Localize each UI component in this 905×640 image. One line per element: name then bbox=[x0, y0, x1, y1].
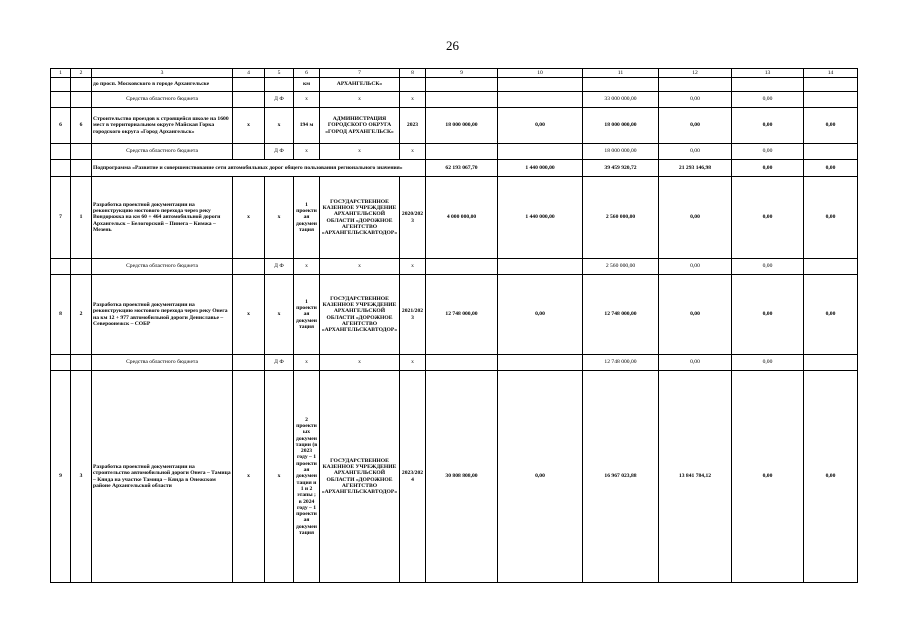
cell-period: 2020/2023 bbox=[400, 177, 426, 259]
cell-c6: х bbox=[294, 144, 320, 160]
cell-title: Разработка проектной документации на реконструкцию мостового перехода через реку Онега на км 12 + 977 автомобильной дороги Дениславье – Североонежск – СОБР bbox=[92, 275, 233, 355]
cell-title: Разработка проектной документации на реконструкцию мостового перехода через реку Вондорожка на км 60 + 464 автомобильной дороги Архангельск – Белогорский – Пинега – Кимжа – Мезень bbox=[92, 177, 233, 259]
cell-c10: 0,00 bbox=[498, 371, 583, 583]
cell-c14: 0,00 bbox=[804, 160, 858, 177]
column-number: 14 bbox=[804, 69, 858, 78]
table-row-subprogram bbox=[51, 160, 858, 177]
cell-c9 bbox=[426, 355, 498, 371]
cell-c4: х bbox=[233, 275, 265, 355]
cell-c13 bbox=[732, 78, 804, 92]
cell-c10 bbox=[498, 259, 583, 275]
cell-executor: х bbox=[320, 259, 400, 275]
cell-c9 bbox=[426, 144, 498, 160]
cell-c9: 30 808 808,00 bbox=[426, 371, 498, 583]
cell-c4 bbox=[233, 92, 265, 108]
cell-c6: 1 проектная документация bbox=[294, 177, 320, 259]
table-row-budget bbox=[51, 355, 858, 371]
cell-title: Средства областного бюджета bbox=[92, 259, 233, 275]
cell-c6: 2 проектных документации (в 2023 году – 1 проектная документация и 1 и 2 этапы ; в 2024 году – 1 проектная документация bbox=[294, 371, 320, 583]
cell-c11: 2 560 000,00 bbox=[583, 177, 659, 259]
cell-c14 bbox=[804, 92, 858, 108]
cell-c14 bbox=[804, 144, 858, 160]
cell-period: 2023 bbox=[400, 108, 426, 144]
cell-c10: 1 440 000,00 bbox=[498, 177, 583, 259]
cell-period: х bbox=[400, 259, 426, 275]
cell-title: Средства областного бюджета bbox=[92, 92, 233, 108]
column-number-row bbox=[51, 69, 858, 78]
cell-num: 6 bbox=[51, 108, 71, 144]
cell-c11: 33 000 000,00 bbox=[583, 92, 659, 108]
cell-c13: 0,00 bbox=[732, 371, 804, 583]
cell-executor: ГОСУДАРСТВЕННОЕ КАЗЕННОЕ УЧРЕЖДЕНИЕ АРХАНГЕЛЬСКОЙ ОБЛАСТИ «ДОРОЖНОЕ АГЕНТСТВО «АРХАНГЕЛЬСКАВТОДОР» bbox=[320, 275, 400, 355]
cell-c12: 0,00 bbox=[659, 259, 732, 275]
cell-subprogram-title: Подпрограмма «Развитие и совершенствование сети автомобильных дорог общего пользования регионального значения» bbox=[92, 160, 426, 177]
column-number: 9 bbox=[426, 69, 498, 78]
column-number: 2 bbox=[71, 69, 92, 78]
cell-num: 9 bbox=[51, 371, 71, 583]
cell-c6: 194 м bbox=[294, 108, 320, 144]
cell-executor: х bbox=[320, 355, 400, 371]
cell-c14 bbox=[804, 78, 858, 92]
table-row-budget bbox=[51, 92, 858, 108]
cell-c11: 18 000 000,00 bbox=[583, 144, 659, 160]
cell-c5: х bbox=[265, 275, 294, 355]
cell-period: х bbox=[400, 92, 426, 108]
cell-c11: 12 748 000,00 bbox=[583, 355, 659, 371]
cell-period: х bbox=[400, 355, 426, 371]
cell-c11 bbox=[583, 78, 659, 92]
cell-c9: 18 000 000,00 bbox=[426, 108, 498, 144]
cell-period: х bbox=[400, 144, 426, 160]
cell-c13: 0,00 bbox=[732, 92, 804, 108]
cell-c6: х bbox=[294, 355, 320, 371]
cell-c14: 0,00 bbox=[804, 177, 858, 259]
cell-executor: ГОСУДАРСТВЕННОЕ КАЗЕННОЕ УЧРЕЖДЕНИЕ АРХАНГЕЛЬСКОЙ ОБЛАСТИ «ДОРОЖНОЕ АГЕНТСТВО «АРХАНГЕЛЬСКАВТОДОР» bbox=[320, 177, 400, 259]
cell-executor: х bbox=[320, 92, 400, 108]
cell-subnum bbox=[71, 144, 92, 160]
cell-executor: х bbox=[320, 144, 400, 160]
cell-c14: 0,00 bbox=[804, 371, 858, 583]
cell-title: Строительство проездов к строящейся школе на 1600 мест в территориальном округе Майская Горка городского округа «Город Архангельск» bbox=[92, 108, 233, 144]
cell-c5: Д Ф bbox=[265, 92, 294, 108]
cell-num bbox=[51, 259, 71, 275]
cell-c10: 0,00 bbox=[498, 275, 583, 355]
cell-c4: х bbox=[233, 371, 265, 583]
cell-c4 bbox=[233, 78, 265, 92]
cell-c12: 0,00 bbox=[659, 177, 732, 259]
cell-subnum: 1 bbox=[71, 177, 92, 259]
column-number: 8 bbox=[400, 69, 426, 78]
cell-c4: х bbox=[233, 108, 265, 144]
cell-c5 bbox=[265, 78, 294, 92]
cell-num bbox=[51, 78, 71, 92]
column-number: 6 bbox=[294, 69, 320, 78]
cell-period bbox=[400, 78, 426, 92]
cell-c5: х bbox=[265, 108, 294, 144]
cell-num: 8 bbox=[51, 275, 71, 355]
table-row bbox=[51, 275, 858, 355]
table-row-budget bbox=[51, 259, 858, 275]
cell-c5: х bbox=[265, 177, 294, 259]
cell-c12: 0,00 bbox=[659, 355, 732, 371]
cell-c4 bbox=[233, 259, 265, 275]
cell-c10 bbox=[498, 78, 583, 92]
table-row bbox=[51, 108, 858, 144]
page-number: 26 bbox=[446, 38, 459, 53]
cell-subnum bbox=[71, 355, 92, 371]
cell-executor: ГОСУДАРСТВЕННОЕ КАЗЕННОЕ УЧРЕЖДЕНИЕ АРХАНГЕЛЬСКОЙ ОБЛАСТИ «ДОРОЖНОЕ АГЕНТСТВО «АРХАНГЕЛЬСКАВТОДОР» bbox=[320, 371, 400, 583]
column-number: 12 bbox=[659, 69, 732, 78]
column-number: 7 bbox=[320, 69, 400, 78]
cell-c10 bbox=[498, 144, 583, 160]
cell-num: 7 bbox=[51, 177, 71, 259]
cell-c4: х bbox=[233, 177, 265, 259]
cell-title: Средства областного бюджета bbox=[92, 355, 233, 371]
cell-c12: 0,00 bbox=[659, 144, 732, 160]
cell-c13: 0,00 bbox=[732, 275, 804, 355]
column-number: 3 bbox=[92, 69, 233, 78]
column-number: 11 bbox=[583, 69, 659, 78]
cell-c13: 0,00 bbox=[732, 259, 804, 275]
cell-c6: 1 проектная документация bbox=[294, 275, 320, 355]
cell-c11: 12 748 000,00 bbox=[583, 275, 659, 355]
cell-subnum: 3 bbox=[71, 371, 92, 583]
cell-c5: Д Ф bbox=[265, 144, 294, 160]
cell-num bbox=[51, 160, 71, 177]
cell-c9 bbox=[426, 259, 498, 275]
cell-c5: х bbox=[265, 371, 294, 583]
column-number: 10 bbox=[498, 69, 583, 78]
table-row bbox=[51, 371, 858, 583]
cell-c6: км bbox=[294, 78, 320, 92]
table-row bbox=[51, 177, 858, 259]
table-row-budget bbox=[51, 144, 858, 160]
cell-c11: 18 000 000,00 bbox=[583, 108, 659, 144]
cell-c11: 39 459 920,72 bbox=[583, 160, 659, 177]
cell-c4 bbox=[233, 144, 265, 160]
cell-c10: 0,00 bbox=[498, 108, 583, 144]
cell-period: 2021/2023 bbox=[400, 275, 426, 355]
cell-c10: 1 440 000,00 bbox=[498, 160, 583, 177]
cell-subnum bbox=[71, 259, 92, 275]
cell-c12: 0,00 bbox=[659, 275, 732, 355]
cell-subnum: 2 bbox=[71, 275, 92, 355]
cell-subnum bbox=[71, 160, 92, 177]
cell-subnum: 6 bbox=[71, 108, 92, 144]
cell-c14: 0,00 bbox=[804, 275, 858, 355]
cell-c4 bbox=[233, 355, 265, 371]
cell-c13: 0,00 bbox=[732, 355, 804, 371]
column-number: 5 bbox=[265, 69, 294, 78]
cell-c13: 0,00 bbox=[732, 144, 804, 160]
cell-c5: Д Ф bbox=[265, 259, 294, 275]
cell-c14: 0,00 bbox=[804, 108, 858, 144]
cell-c14 bbox=[804, 259, 858, 275]
cell-num bbox=[51, 355, 71, 371]
cell-subnum bbox=[71, 92, 92, 108]
cell-title: Средства областного бюджета bbox=[92, 144, 233, 160]
cell-c13: 0,00 bbox=[732, 108, 804, 144]
cell-period: 2023/2024 bbox=[400, 371, 426, 583]
program-table bbox=[50, 68, 858, 583]
cell-c9: 4 000 000,00 bbox=[426, 177, 498, 259]
cell-num bbox=[51, 92, 71, 108]
cell-c13: 0,00 bbox=[732, 177, 804, 259]
cell-c5: Д Ф bbox=[265, 355, 294, 371]
cell-c9 bbox=[426, 78, 498, 92]
cell-c11: 2 560 000,00 bbox=[583, 259, 659, 275]
cell-c12: 0,00 bbox=[659, 92, 732, 108]
cell-c9: 12 748 000,00 bbox=[426, 275, 498, 355]
cell-c10 bbox=[498, 92, 583, 108]
column-number: 13 bbox=[732, 69, 804, 78]
cell-c12 bbox=[659, 78, 732, 92]
cell-executor: АДМИНИСТРАЦИЯ ГОРОДСКОГО ОКРУГА «ГОРОД АРХАНГЕЛЬСК» bbox=[320, 108, 400, 144]
cell-c6: х bbox=[294, 259, 320, 275]
cell-c9: 62 193 067,70 bbox=[426, 160, 498, 177]
cell-c11: 16 967 023,88 bbox=[583, 371, 659, 583]
cell-c12: 13 841 784,12 bbox=[659, 371, 732, 583]
cell-subnum bbox=[71, 78, 92, 92]
cell-c12: 0,00 bbox=[659, 108, 732, 144]
table-row bbox=[51, 78, 858, 92]
cell-c6: х bbox=[294, 92, 320, 108]
cell-title: до просп. Московского в городе Архангельске bbox=[92, 78, 233, 92]
column-number: 1 bbox=[51, 69, 71, 78]
cell-executor: АРХАНГЕЛЬСК» bbox=[320, 78, 400, 92]
cell-title: Разработка проектной документации на строительство автомобильной дороги Онега – Тамица – Кянда на участке Тамица – Кянда в Онежском районе Архангельской области bbox=[92, 371, 233, 583]
cell-c13: 0,00 bbox=[732, 160, 804, 177]
column-number: 4 bbox=[233, 69, 265, 78]
cell-c9 bbox=[426, 92, 498, 108]
cell-c14 bbox=[804, 355, 858, 371]
cell-num bbox=[51, 144, 71, 160]
cell-c12: 21 293 146,98 bbox=[659, 160, 732, 177]
cell-c10 bbox=[498, 355, 583, 371]
